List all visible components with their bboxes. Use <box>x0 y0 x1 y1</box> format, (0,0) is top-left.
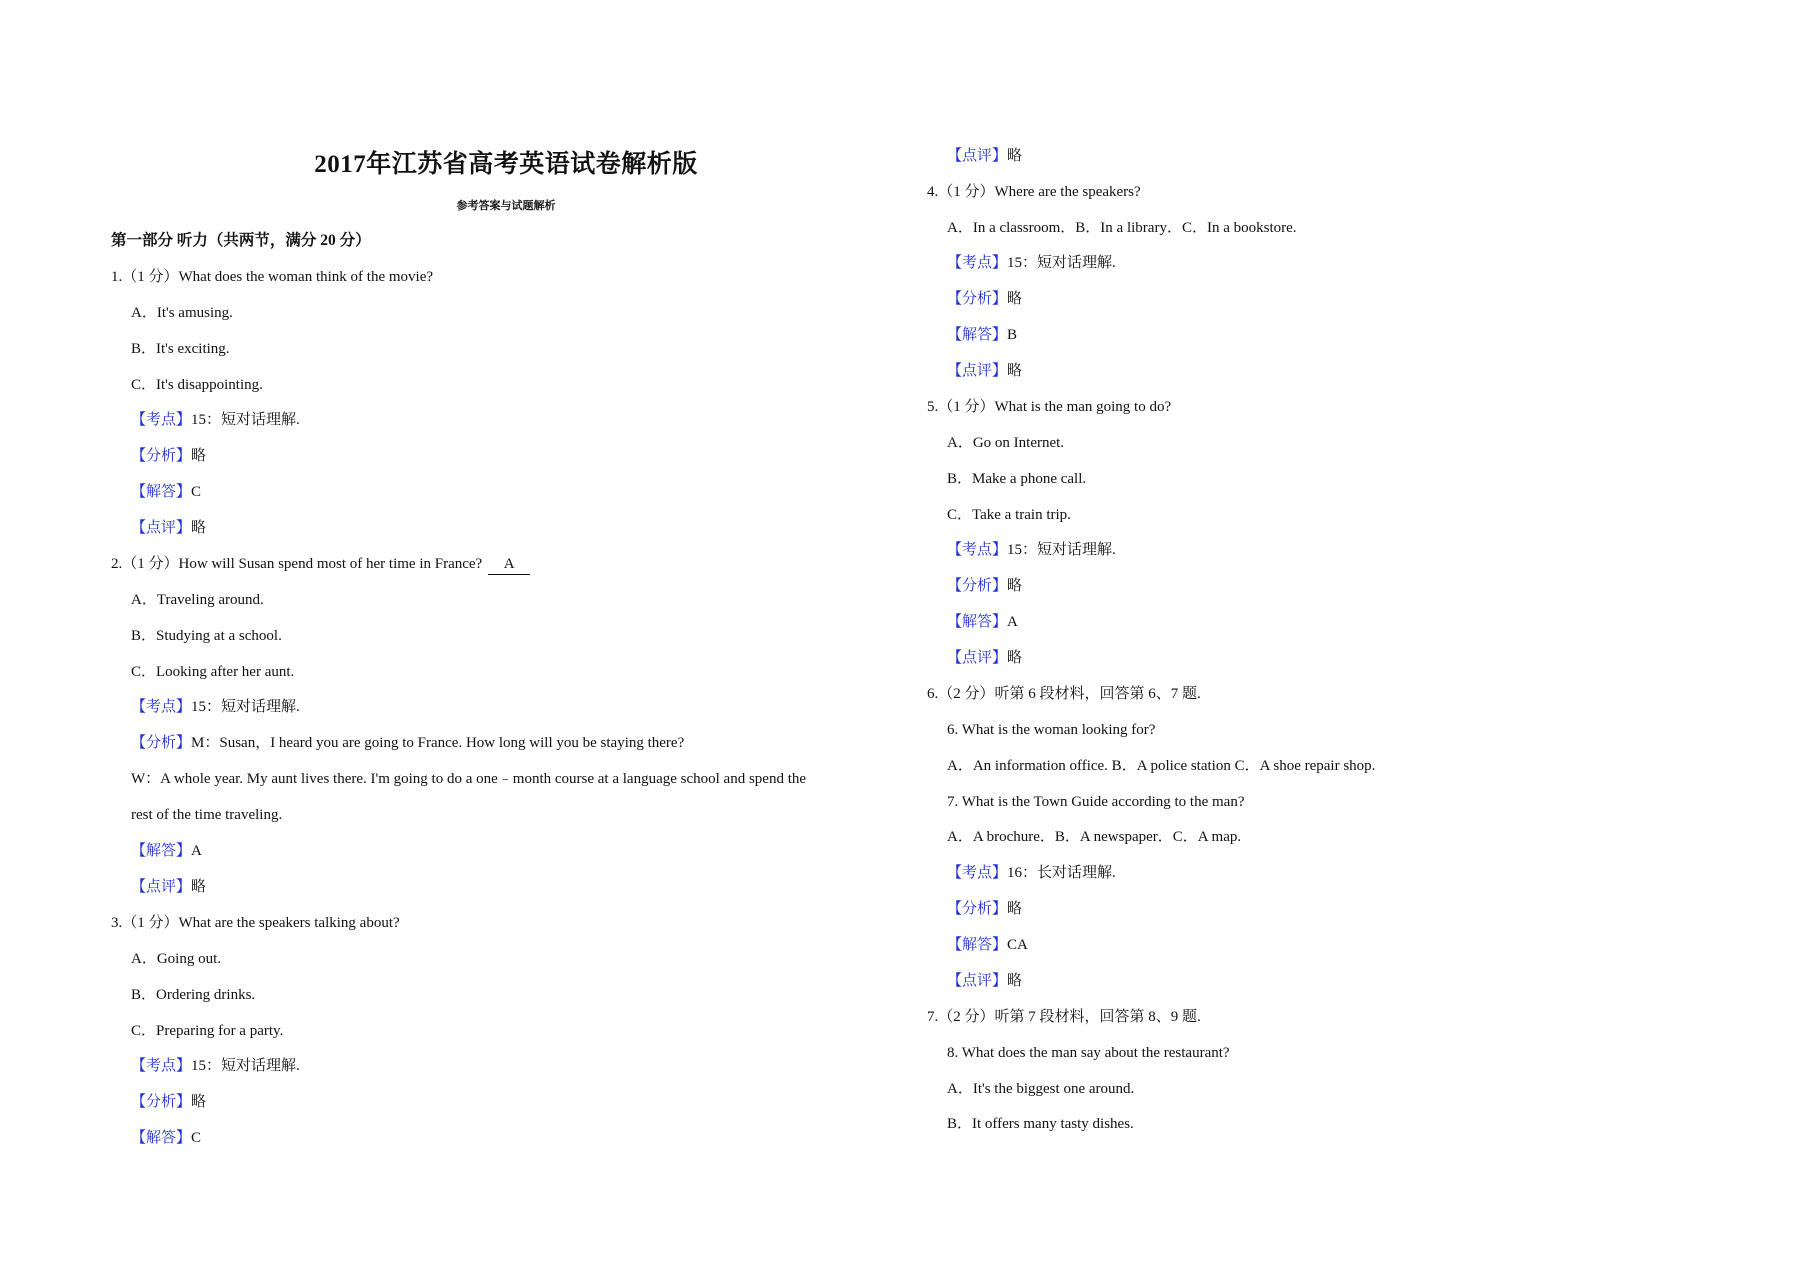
jieda-tag: 【解答】 <box>947 937 1008 953</box>
question-2-dianping <box>131 877 206 897</box>
question-3-jieda <box>131 1128 201 1148</box>
kaodian-text: 16：长对话理解. <box>1007 865 1116 881</box>
question-3-kaodian <box>131 1056 300 1076</box>
question-5-option-b: B．Make a phone call. <box>947 471 1087 487</box>
fenxi-tag: 【分析】 <box>947 578 1008 594</box>
fenxi-text: 略 <box>1007 291 1023 307</box>
kaodian-text: 15：短对话理解. <box>191 699 300 715</box>
question-6-stem: 6.（2 分）听第 6 段材料，回答第 6、7 题. <box>927 686 1201 702</box>
question-1-option-c: C．It's disappointing. <box>131 377 263 393</box>
jieda-text: A <box>191 843 202 859</box>
jieda-tag: 【解答】 <box>131 843 192 859</box>
question-3-dianping <box>947 146 1022 166</box>
fenxi-text: 略 <box>191 1094 207 1110</box>
question-6-fenxi <box>947 899 1022 919</box>
question-3-stem: 3.（1 分）What are the speakers talking about? <box>111 915 400 931</box>
section-heading: 第一部分 听力（共两节，满分 20 分） <box>111 232 371 249</box>
question-6-sub-6-options: A．An information office. B．A police station C．A shoe repair shop. <box>947 758 1376 774</box>
question-5-kaodian <box>947 540 1116 560</box>
page-subtitle: 参考答案与试题解析 <box>456 200 556 212</box>
kaodian-tag: 【考点】 <box>947 865 1008 881</box>
question-3-option-a: A．Going out. <box>131 951 222 967</box>
question-3-fenxi <box>131 1092 206 1112</box>
dianping-tag: 【点评】 <box>947 363 1008 379</box>
fenxi-tag: 【分析】 <box>131 735 192 751</box>
question-6-kaodian <box>947 863 1116 883</box>
dianping-tag: 【点评】 <box>947 650 1008 666</box>
kaodian-text: 15：短对话理解. <box>191 1058 300 1074</box>
jieda-tag: 【解答】 <box>947 614 1008 630</box>
question-2-option-c: C．Looking after her aunt. <box>131 664 295 680</box>
fenxi-tag: 【分析】 <box>131 448 192 464</box>
kaodian-tag: 【考点】 <box>131 699 192 715</box>
question-5-stem: 5.（1 分）What is the man going to do? <box>927 399 1172 415</box>
dianping-text: 略 <box>191 879 207 895</box>
question-4-options: A．In a classroom．B．In a library．C．In a bookstore. <box>947 220 1297 236</box>
question-7-sub-8: 8. What does the man say about the restaurant? <box>947 1045 1230 1061</box>
jieda-tag: 【解答】 <box>131 1130 192 1146</box>
kaodian-text: 15：短对话理解. <box>191 412 300 428</box>
dianping-tag: 【点评】 <box>947 148 1008 164</box>
dianping-text: 略 <box>191 520 207 536</box>
kaodian-text: 15：短对话理解. <box>1007 255 1116 271</box>
question-4-jieda <box>947 325 1017 345</box>
page-title: 2017年江苏省高考英语试卷解析版 <box>314 151 698 178</box>
question-1-fenxi <box>131 446 206 466</box>
question-3-option-c: C．Preparing for a party. <box>131 1023 284 1039</box>
question-2-stem <box>111 554 530 575</box>
question-6-sub-6: 6. What is the woman looking for? <box>947 722 1156 738</box>
fenxi-text: 略 <box>1007 901 1023 917</box>
question-5-option-c: C．Take a train trip. <box>947 507 1071 523</box>
fenxi-text: 略 <box>1007 578 1023 594</box>
question-1-dianping <box>131 518 206 538</box>
jieda-tag: 【解答】 <box>947 327 1008 343</box>
question-6-jieda <box>947 935 1028 955</box>
kaodian-tag: 【考点】 <box>947 255 1008 271</box>
question-7-option-a: A．It's the biggest one around. <box>947 1081 1135 1097</box>
question-6-sub-7-options: A．A brochure．B．A newspaper．C．A map. <box>947 829 1242 845</box>
jieda-text: C <box>191 1130 202 1146</box>
question-6-sub-7: 7. What is the Town Guide according to the man? <box>947 794 1245 810</box>
answer-blank: A <box>488 554 530 575</box>
dianping-tag: 【点评】 <box>131 879 192 895</box>
jieda-text: CA <box>1007 937 1028 953</box>
question-2-option-a: A．Traveling around. <box>131 592 264 608</box>
question-1-kaodian <box>131 410 300 430</box>
question-5-dianping <box>947 648 1022 668</box>
question-2-option-b: B．Studying at a school. <box>131 628 282 644</box>
jieda-text: C <box>191 484 202 500</box>
question-5-fenxi <box>947 576 1022 596</box>
question-5-option-a: A．Go on Internet. <box>947 435 1065 451</box>
kaodian-text: 15：短对话理解. <box>1007 542 1116 558</box>
fenxi-tag: 【分析】 <box>131 1094 192 1110</box>
fenxi-text: 略 <box>191 448 207 464</box>
kaodian-tag: 【考点】 <box>131 1058 192 1074</box>
fenxi-tag: 【分析】 <box>947 291 1008 307</box>
jieda-text: A <box>1007 614 1018 630</box>
kaodian-tag: 【考点】 <box>947 542 1008 558</box>
question-1-option-b: B．It's exciting. <box>131 341 230 357</box>
question-5-jieda <box>947 612 1018 632</box>
question-2-stem-text: 2.（1 分）How will Susan spend most of her time in France? <box>111 556 483 572</box>
question-2-fenxi <box>131 733 684 753</box>
question-7-option-b: B．It offers many tasty dishes. <box>947 1116 1134 1132</box>
dianping-text: 略 <box>1007 363 1023 379</box>
dianping-text: 略 <box>1007 973 1023 989</box>
kaodian-tag: 【考点】 <box>131 412 192 428</box>
question-1-stem: 1.（1 分）What does the woman think of the movie? <box>111 269 434 285</box>
question-4-kaodian <box>947 253 1116 273</box>
fenxi-text: M：Susan，I heard you are going to France. How long will you be staying there? <box>191 735 685 751</box>
question-6-dianping <box>947 971 1022 991</box>
fenxi-tag: 【分析】 <box>947 901 1008 917</box>
dianping-tag: 【点评】 <box>947 973 1008 989</box>
question-7-stem: 7.（2 分）听第 7 段材料，回答第 8、9 题. <box>927 1009 1201 1025</box>
dianping-tag: 【点评】 <box>131 520 192 536</box>
question-2-fenxi-line-3: rest of the time traveling. <box>131 807 283 823</box>
dianping-text: 略 <box>1007 148 1023 164</box>
question-2-fenxi-line-2: W：A whole year. My aunt lives there. I'm going to do a one﹣month course at a language school and spend the <box>131 771 807 787</box>
question-4-dianping <box>947 361 1022 381</box>
question-3-option-b: B．Ordering drinks. <box>131 987 256 1003</box>
question-1-option-a: A．It's amusing. <box>131 305 233 321</box>
question-4-fenxi <box>947 289 1022 309</box>
question-2-kaodian <box>131 697 300 717</box>
jieda-text: B <box>1007 327 1018 343</box>
question-1-jieda <box>131 482 201 502</box>
dianping-text: 略 <box>1007 650 1023 666</box>
question-4-stem: 4.（1 分）Where are the speakers? <box>927 184 1141 200</box>
question-2-jieda <box>131 841 202 861</box>
jieda-tag: 【解答】 <box>131 484 192 500</box>
